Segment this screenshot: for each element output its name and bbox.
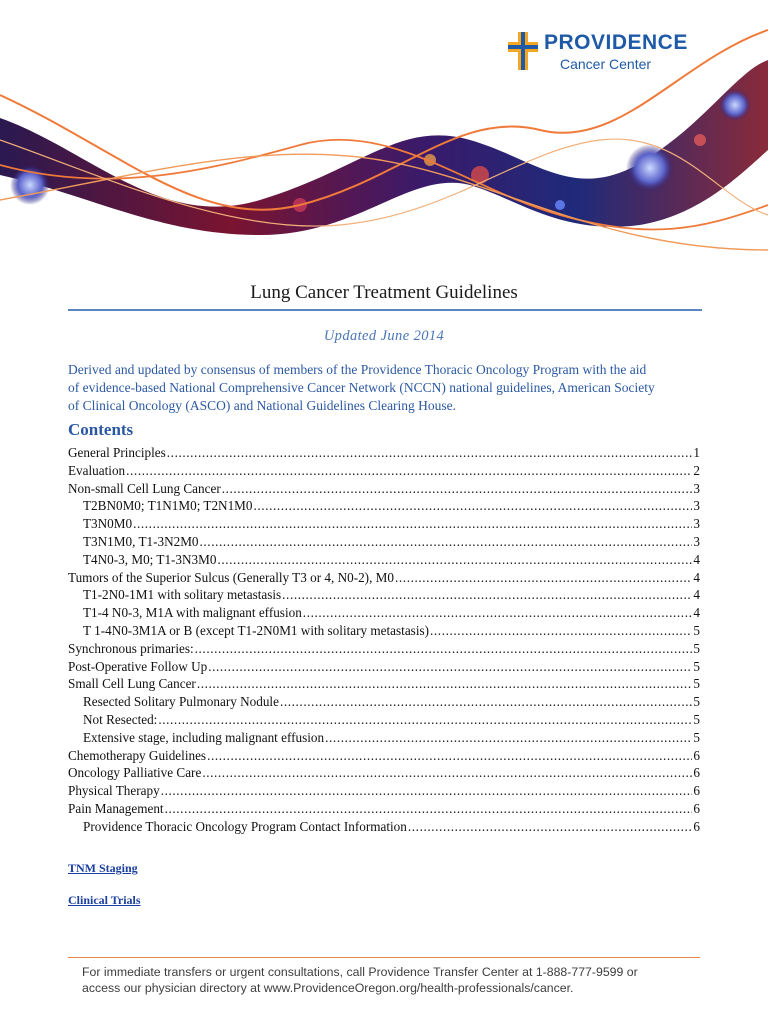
toc-dot-leader [197,675,693,693]
toc-entry-page: 5 [693,711,700,727]
toc-entry-page: 3 [693,533,700,549]
footer-divider [68,957,700,958]
toc-entry-page: 4 [693,551,700,567]
toc-dot-leader [126,462,692,480]
toc-entry-page: 6 [693,800,700,816]
toc-entry-page: 4 [693,605,700,621]
page-title: Lung Cancer Treatment Guidelines [250,282,518,303]
toc-entry-label: Not Resected: [83,711,158,727]
toc-entry[interactable] [68,533,700,551]
toc-entry-page: 5 [693,676,700,692]
table-of-contents [68,444,700,836]
toc-entry-label: Chemotherapy Guidelines [68,747,207,763]
toc-dot-leader [325,729,692,747]
toc-entry-label: T3N1M0, T1-3N2M0 [83,533,199,549]
toc-dot-leader [207,747,692,765]
title-divider [68,309,702,311]
toc-dot-leader [254,497,693,515]
clinical-trials-link[interactable]: Clinical Trials [68,893,141,907]
toc-dot-leader [303,604,693,622]
toc-entry-label: Extensive stage, including malignant effusion [83,729,325,745]
toc-entry-label: T4N0-3, M0; T1-3N3M0 [83,551,217,567]
toc-dot-leader [282,586,692,604]
footer-line: For immediate transfers or urgent consultations, call Providence Transfer Center at 1-888-777-9599 or [82,965,638,979]
toc-entry-label: Post-Operative Follow Up [68,658,208,674]
toc-entry-page: 5 [693,694,700,710]
toc-dot-leader [217,551,692,569]
toc-entry-label: Providence Thoracic Oncology Program Contact Information [83,818,407,834]
toc-dot-leader [202,764,692,782]
toc-entry-label: T3N0M0 [83,516,133,532]
toc-entry-label: Small Cell Lung Cancer [68,676,196,692]
toc-entry[interactable] [68,675,700,693]
toc-dot-leader [161,782,693,800]
toc-entry[interactable] [68,693,700,711]
toc-entry[interactable] [68,604,700,622]
toc-entry-label: Pain Management [68,800,164,816]
toc-entry-label: Non-small Cell Lung Cancer [68,480,221,496]
toc-entry[interactable] [68,764,700,782]
toc-entry-label: General Principles [68,445,166,460]
toc-entry[interactable] [68,515,700,533]
toc-entry[interactable] [68,444,700,462]
toc-entry-page: 1 [693,445,700,460]
toc-entry-page: 3 [693,480,700,496]
toc-dot-leader [165,800,693,818]
logo-name: PROVIDENCE [544,31,688,54]
tnm-staging-link[interactable]: TNM Staging [68,861,138,875]
toc-dot-leader [395,569,692,587]
toc-entry[interactable] [68,800,700,818]
toc-entry-label: Resected Solitary Pulmonary Nodule [83,694,279,710]
toc-entry-label: Synchronous primaries: [68,640,194,656]
toc-dot-leader [200,533,693,551]
contents-heading: Contents [68,420,134,439]
toc-entry-page: 2 [693,462,700,478]
toc-entry-page: 4 [693,569,700,585]
toc-entry-label: T 1-4N0-3M1A or B (except T1-2N0M1 with solitary metastasis) [83,622,430,638]
toc-entry-label: T2BN0M0; T1N1M0; T2N1M0 [83,498,253,514]
toc-entry-page: 6 [693,818,700,834]
toc-entry-label: Physical Therapy [68,783,160,799]
toc-entry[interactable] [68,782,700,800]
toc-entry-label: Oncology Palliative Care [68,765,202,781]
toc-dot-leader [208,658,692,676]
toc-entry-label: T1-4 N0-3, M1A with malignant effusion [83,605,302,621]
toc-entry[interactable] [68,480,700,498]
toc-dot-leader [167,444,693,462]
toc-entry[interactable] [68,818,700,836]
toc-entry[interactable] [68,462,700,480]
toc-entry[interactable] [68,586,700,604]
toc-dot-leader [430,622,692,640]
toc-entry-page: 5 [693,622,700,638]
toc-entry[interactable] [68,658,700,676]
intro-line: of Clinical Oncology (ASCO) and National Guidelines Clearing House. [68,398,457,413]
logo-subtitle: Cancer Center [560,56,652,72]
toc-entry-page: 5 [693,658,700,674]
toc-dot-leader [133,515,692,533]
toc-entry[interactable] [68,551,700,569]
toc-dot-leader [280,693,692,711]
toc-dot-leader [195,640,693,658]
toc-entry-page: 3 [693,516,700,532]
cross-icon [508,32,538,70]
toc-entry-page: 6 [693,765,700,781]
toc-entry-label: T1-2N0-1M1 with solitary metastasis [83,587,282,603]
toc-entry-label: Tumors of the Superior Sulcus (Generally T3 or 4, N0-2), M0 [68,569,394,585]
footer-note [82,964,702,996]
toc-entry-page: 5 [693,729,700,745]
intro-line: of evidence-based National Comprehensive Cancer Network (NCCN) national guidelines, American Society [68,380,655,395]
toc-entry[interactable] [68,622,700,640]
intro-paragraph [68,361,708,415]
toc-dot-leader [408,818,693,836]
toc-entry-page: 4 [693,587,700,603]
toc-dot-leader [158,711,692,729]
toc-dot-leader [222,480,693,498]
intro-line: Derived and updated by consensus of members of the Providence Thoracic Oncology Program with the aid [68,362,647,377]
toc-entry[interactable] [68,640,700,658]
toc-entry-page: 5 [693,640,700,656]
providence-logo [508,32,688,72]
toc-entry-page: 6 [693,747,700,763]
toc-entry[interactable] [68,729,700,747]
toc-entry[interactable] [68,569,700,587]
toc-entry[interactable] [68,747,700,765]
toc-entry-page: 6 [693,783,700,799]
toc-entry[interactable] [68,497,700,515]
toc-entry-page: 3 [693,498,700,514]
footer-line: access our physician directory at www.ProvidenceOregon.org/health-professionals/cancer. [82,981,574,995]
toc-entry-label: Evaluation [68,462,126,478]
toc-entry[interactable] [68,711,700,729]
updated-date: Updated June 2014 [323,328,445,344]
